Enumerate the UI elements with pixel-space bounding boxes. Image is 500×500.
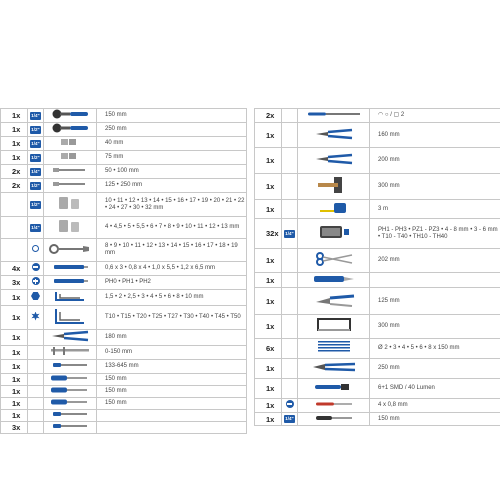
tape-measure-icon xyxy=(314,201,354,218)
hex-key-set-icon xyxy=(50,290,90,305)
punch-set-icon xyxy=(314,339,354,358)
hammer-icon xyxy=(312,175,356,198)
tool-image-cell xyxy=(44,330,97,346)
tool-image-cell xyxy=(298,123,370,148)
voltage-tester-icon xyxy=(312,400,356,411)
type-cell xyxy=(282,148,298,174)
drive-size-badge: 1/4" xyxy=(285,416,294,421)
rod-icon xyxy=(50,422,90,433)
tool-image-cell xyxy=(298,273,370,288)
tool-list-sheet xyxy=(0,108,500,432)
hacksaw-icon xyxy=(312,315,356,338)
tool-image-cell xyxy=(44,151,97,165)
tool-row xyxy=(1,262,247,276)
type-cell xyxy=(282,399,298,413)
tool-image-cell xyxy=(44,398,97,410)
quantity: 1x xyxy=(255,413,282,426)
quantity: 1x xyxy=(255,123,282,148)
bit-icon xyxy=(50,276,90,289)
quantity: 1x xyxy=(1,410,28,422)
tool-image-cell xyxy=(44,386,97,398)
type-cell xyxy=(282,273,298,288)
quantity: 1x xyxy=(1,386,28,398)
tool-spec: 200 mm xyxy=(370,148,500,174)
drive-size-badge: 1/2" xyxy=(31,154,40,160)
type-cell xyxy=(282,249,298,273)
quantity: 1x xyxy=(255,288,282,315)
tool-spec: PH1 - PH3 • PZ1 - PZ3 • 4 - 8 mm • 3 - 6 mm • T10 - T40 • TH10 - TH40 xyxy=(370,219,500,249)
drive-size-badge: 1/4" xyxy=(31,224,40,230)
quantity xyxy=(1,217,28,239)
drive-size-badge: 1/4" xyxy=(31,112,40,118)
pliers-icon xyxy=(314,153,354,168)
quantity xyxy=(1,193,28,217)
universal-joint-icon xyxy=(55,151,85,164)
type-cell xyxy=(28,193,44,217)
tool-row xyxy=(255,359,500,379)
type-cell xyxy=(28,109,44,123)
type-cell xyxy=(28,217,44,239)
tool-row xyxy=(255,413,500,426)
tool-spec: 202 mm xyxy=(370,249,500,273)
tool-row xyxy=(1,290,247,306)
tool-spec: 8 • 9 • 10 • 11 • 12 • 13 • 14 • 15 • 16 • 17 • 18 • 19 mm xyxy=(97,239,247,262)
quantity: 2x xyxy=(1,165,28,179)
tool-spec: 4 x 0,8 mm xyxy=(370,399,500,413)
quantity: 1x xyxy=(255,273,282,288)
tool-spec: ◠ ○ / ▢ 2 xyxy=(370,109,500,123)
tool-spec: 10 • 11 • 12 • 13 • 14 • 15 • 16 • 17 • 19 • 20 • 21 • 22 • 24 • 27 • 30 • 32 mm xyxy=(97,193,247,217)
quantity: 1x xyxy=(1,137,28,151)
tool-image-cell xyxy=(44,306,97,330)
scissors-icon xyxy=(312,251,356,270)
tool-spec xyxy=(370,273,500,288)
tool-image-cell xyxy=(298,379,370,399)
tool-spec: 150 mm xyxy=(370,413,500,426)
tool-spec: 300 mm xyxy=(370,174,500,200)
tool-spec: 3 m xyxy=(370,200,500,219)
tool-row xyxy=(1,123,247,137)
socket-icon xyxy=(55,218,85,237)
tool-row xyxy=(255,148,500,174)
tool-image-cell xyxy=(44,276,97,290)
tool-row xyxy=(255,200,500,219)
tool-image-cell xyxy=(44,137,97,151)
quantity: 1x xyxy=(1,306,28,330)
tool-spec: Ø 2 • 3 • 4 • 5 • 6 • 8 x 150 mm xyxy=(370,339,500,359)
tool-row xyxy=(255,339,500,359)
tool-image-cell xyxy=(44,290,97,306)
quantity: 2x xyxy=(255,109,282,123)
tool-image-cell xyxy=(298,315,370,339)
drive-size-badge: 1/2" xyxy=(31,126,40,132)
combination-wrench-icon xyxy=(49,244,91,257)
tool-spec: 75 mm xyxy=(97,151,247,165)
right-tool-table xyxy=(254,108,500,426)
tool-image-cell xyxy=(44,360,97,374)
type-cell xyxy=(282,315,298,339)
tool-spec: 0,6 x 3 • 0,8 x 4 • 1,0 x 5,5 • 1,2 x 6,5 mm xyxy=(97,262,247,276)
extension-bar-icon xyxy=(50,179,90,192)
quantity: 1x xyxy=(255,359,282,379)
tool-spec: 160 mm xyxy=(370,123,500,148)
tool-spec: 150 mm xyxy=(97,398,247,410)
tool-spec: 1,5 • 2 • 2,5 • 3 • 4 • 5 • 6 • 8 • 10 mm xyxy=(97,290,247,306)
tool-image-cell xyxy=(44,179,97,193)
hex-symbol-icon xyxy=(31,292,40,301)
drive-size-badge: 1/4" xyxy=(31,168,40,174)
drive-size-badge: 1/2" xyxy=(31,182,40,188)
quantity: 1x xyxy=(255,174,282,200)
tool-image-cell xyxy=(44,346,97,360)
torx-key-set-icon xyxy=(50,306,90,329)
tool-spec: 150 mm xyxy=(97,386,247,398)
quantity: 2x xyxy=(1,179,28,193)
tool-row xyxy=(255,174,500,200)
tool-spec: 40 mm xyxy=(97,137,247,151)
tool-image-cell xyxy=(298,148,370,174)
universal-joint-icon xyxy=(55,137,85,150)
tool-image-cell xyxy=(44,410,97,422)
type-cell xyxy=(28,374,44,386)
quantity: 1x xyxy=(255,379,282,399)
tool-spec: 125 mm xyxy=(370,288,500,315)
tool-row xyxy=(255,399,500,413)
tool-row xyxy=(1,217,247,239)
tool-spec: 150 mm xyxy=(97,374,247,386)
type-cell xyxy=(28,262,44,276)
slotted-symbol-icon xyxy=(32,263,40,271)
extension-bar-icon xyxy=(50,165,90,178)
tool-image-cell xyxy=(44,109,97,123)
quantity: 1x xyxy=(1,374,28,386)
tool-row xyxy=(255,273,500,288)
quantity: 1x xyxy=(255,148,282,174)
tool-spec: 180 mm xyxy=(97,330,247,346)
tool-row xyxy=(1,422,247,434)
type-cell xyxy=(28,123,44,137)
quantity: 1x xyxy=(255,399,282,413)
tool-row xyxy=(255,123,500,148)
tool-image-cell xyxy=(298,359,370,379)
tool-image-cell xyxy=(298,109,370,123)
slotted-symbol-icon xyxy=(286,400,294,408)
quantity: 1x xyxy=(1,151,28,165)
type-cell xyxy=(28,410,44,422)
quantity: 1x xyxy=(1,290,28,306)
tool-image-cell xyxy=(44,123,97,137)
pliers-icon xyxy=(50,330,90,345)
tool-row xyxy=(1,239,247,262)
tool-image-cell xyxy=(44,262,97,276)
type-cell xyxy=(28,290,44,306)
tool-row xyxy=(1,360,247,374)
screwdriver-icon xyxy=(49,386,91,397)
quantity: 1x xyxy=(255,249,282,273)
tool-spec: 125 • 250 mm xyxy=(97,179,247,193)
tool-row xyxy=(1,276,247,290)
type-cell xyxy=(282,123,298,148)
tool-spec: 250 mm xyxy=(370,359,500,379)
tool-row xyxy=(1,410,247,422)
tool-row xyxy=(1,109,247,123)
tool-spec: 300 mm xyxy=(370,315,500,339)
tool-spec: PH0 • PH1 • PH2 xyxy=(97,276,247,290)
quantity: 1x xyxy=(1,398,28,410)
tool-image-cell xyxy=(298,174,370,200)
phillips-symbol-icon xyxy=(32,277,40,285)
tool-row xyxy=(1,374,247,386)
tool-image-cell xyxy=(298,339,370,359)
bit-holder-icon xyxy=(312,414,356,425)
tool-row xyxy=(1,165,247,179)
type-cell xyxy=(28,151,44,165)
flashlight-icon xyxy=(311,382,357,395)
caliper-icon xyxy=(49,346,91,359)
screwdriver-icon xyxy=(49,398,91,409)
left-tool-table xyxy=(0,108,247,434)
type-cell xyxy=(282,413,298,426)
tool-image-cell xyxy=(298,288,370,315)
tool-image-cell xyxy=(44,422,97,434)
torx-symbol-icon xyxy=(31,312,40,321)
quantity: 1x xyxy=(1,123,28,137)
tool-spec: 6+1 SMD / 40 Lumen xyxy=(370,379,500,399)
cutter-knife-icon xyxy=(312,274,356,287)
quantity: 4x xyxy=(1,262,28,276)
tool-row xyxy=(255,219,500,249)
tool-image-cell xyxy=(298,399,370,413)
tool-image-cell xyxy=(44,217,97,239)
bit-set-icon xyxy=(316,223,352,244)
quantity: 1x xyxy=(1,109,28,123)
ring-symbol-icon xyxy=(32,245,39,252)
ratchet-icon xyxy=(50,123,90,136)
type-cell xyxy=(28,398,44,410)
rod-icon xyxy=(50,361,90,372)
screwdriver-icon xyxy=(49,374,91,385)
ratchet-icon xyxy=(50,109,90,122)
type-cell xyxy=(282,219,298,249)
type-cell xyxy=(28,276,44,290)
type-cell xyxy=(282,379,298,399)
water-pump-pliers-icon xyxy=(309,361,359,376)
tool-image-cell xyxy=(298,413,370,426)
tool-spec: 50 • 100 mm xyxy=(97,165,247,179)
type-cell xyxy=(28,306,44,330)
tool-row xyxy=(255,249,500,273)
quantity: 1x xyxy=(255,200,282,219)
tool-row xyxy=(255,315,500,339)
type-cell xyxy=(282,339,298,359)
tool-row xyxy=(255,379,500,399)
file-icon xyxy=(304,109,364,122)
tool-row xyxy=(1,306,247,330)
tool-image-cell xyxy=(298,200,370,219)
type-cell xyxy=(28,137,44,151)
tool-spec: 133-645 mm xyxy=(97,360,247,374)
tool-row xyxy=(1,193,247,217)
quantity: 32x xyxy=(255,219,282,249)
tool-image-cell xyxy=(298,249,370,273)
tool-row xyxy=(1,137,247,151)
type-cell xyxy=(28,239,44,262)
quantity: 3x xyxy=(1,276,28,290)
socket-icon xyxy=(55,195,85,214)
locking-pliers-icon xyxy=(312,290,356,313)
tool-row xyxy=(1,330,247,346)
tool-row xyxy=(1,398,247,410)
tool-spec xyxy=(97,422,247,434)
quantity: 3x xyxy=(1,422,28,434)
quantity xyxy=(1,239,28,262)
type-cell xyxy=(28,330,44,346)
tool-row xyxy=(1,346,247,360)
tool-row xyxy=(255,288,500,315)
tool-image-cell xyxy=(44,239,97,262)
type-cell xyxy=(28,360,44,374)
type-cell xyxy=(28,422,44,434)
drive-size-badge: 1/4" xyxy=(31,140,40,146)
tool-row xyxy=(255,109,500,123)
tool-image-cell xyxy=(44,165,97,179)
tool-spec: 0-150 mm xyxy=(97,346,247,360)
tool-spec: T10 • T15 • T20 • T25 • T27 • T30 • T40 • T45 • T50 xyxy=(97,306,247,330)
quantity: 6x xyxy=(255,339,282,359)
quantity: 1x xyxy=(1,346,28,360)
bit-icon xyxy=(50,262,90,275)
tool-spec: 250 mm xyxy=(97,123,247,137)
type-cell xyxy=(28,179,44,193)
type-cell xyxy=(282,109,298,123)
type-cell xyxy=(282,359,298,379)
quantity: 1x xyxy=(1,330,28,346)
type-cell xyxy=(28,386,44,398)
tool-spec: 4 • 4,5 • 5 • 5,5 • 6 • 7 • 8 • 9 • 10 • 11 • 12 • 13 mm xyxy=(97,217,247,239)
tool-row xyxy=(1,386,247,398)
drive-size-badge: 1/4" xyxy=(285,230,294,236)
drive-size-badge: 1/2" xyxy=(31,201,40,207)
quantity: 1x xyxy=(255,315,282,339)
tool-row xyxy=(1,179,247,193)
tool-image-cell xyxy=(298,219,370,249)
tool-spec: 150 mm xyxy=(97,109,247,123)
tool-spec xyxy=(97,410,247,422)
type-cell xyxy=(282,200,298,219)
type-cell xyxy=(28,346,44,360)
type-cell xyxy=(28,165,44,179)
pliers-icon xyxy=(314,128,354,143)
tool-row xyxy=(1,151,247,165)
type-cell xyxy=(282,174,298,200)
type-cell xyxy=(282,288,298,315)
tool-image-cell xyxy=(44,193,97,217)
rod-icon xyxy=(50,410,90,421)
tool-image-cell xyxy=(44,374,97,386)
quantity: 1x xyxy=(1,360,28,374)
